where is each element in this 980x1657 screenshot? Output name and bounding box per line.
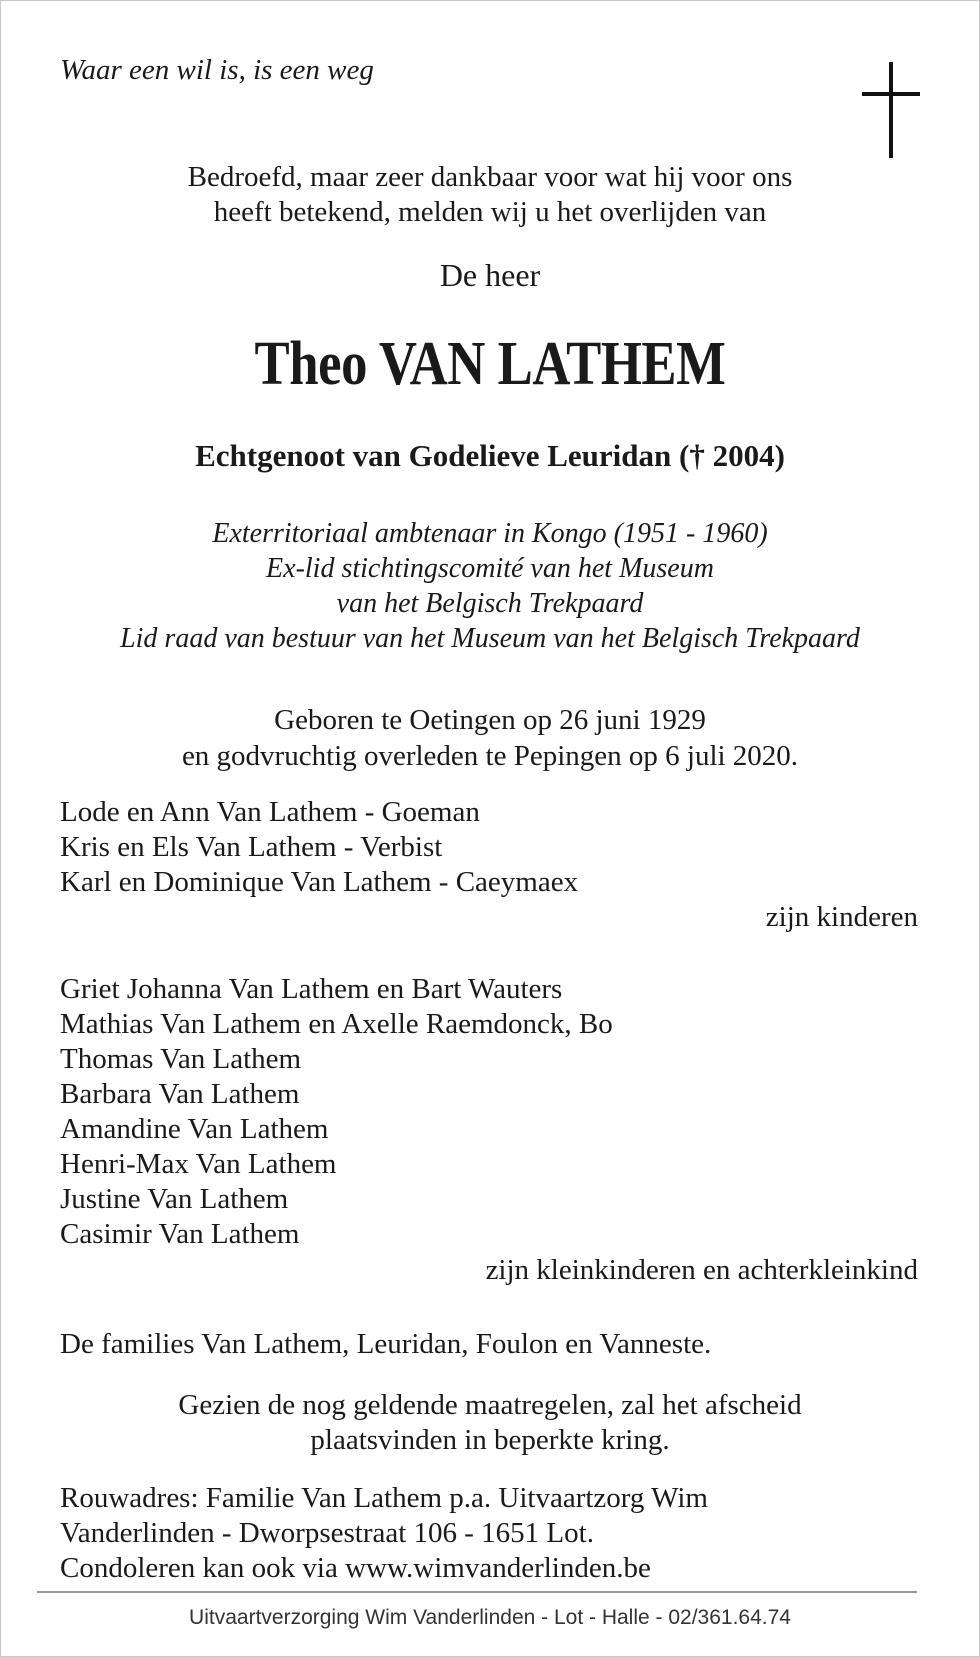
- birth-line: Geboren te Oetingen op 26 juni 1929: [274, 704, 706, 736]
- list-item: Lode en Ann Van Lathem - Goeman: [60, 796, 480, 828]
- list-item: Griet Johanna Van Lathem en Bart Wauters: [60, 973, 563, 1005]
- measures-line: Gezien de nog geldende maatregelen, zal het afscheid: [178, 1389, 802, 1421]
- list-item: Thomas Van Lathem: [60, 1043, 302, 1075]
- intro-line: Bedroefd, maar zeer dankbaar voor wat hij voor ons: [187, 161, 793, 193]
- spouse-line: Echtgenoot van Godelieve Leuridan († 2004): [195, 438, 785, 473]
- function-line: Lid raad van bestuur van het Museum van het Belgisch Trekpaard: [120, 623, 860, 654]
- children-list: [60, 795, 578, 900]
- address-line: Rouwadres: Familie Van Lathem p.a. Uitvaartzorg Wim: [60, 1482, 708, 1514]
- intro-line: heeft betekend, melden wij u het overlijden van: [213, 196, 767, 228]
- list-item: Amandine Van Lathem: [60, 1113, 329, 1145]
- death-line: en godvruchtig overleden te Pepingen op 6 juli 2020.: [181, 740, 799, 772]
- address-line: Vanderlinden - Dworpsestraat 106 - 1651 Lot.: [60, 1517, 594, 1549]
- families-line: De families Van Lathem, Leuridan, Foulon en Vanneste.: [60, 1328, 712, 1360]
- list-item: Barbara Van Lathem: [60, 1078, 300, 1110]
- function-line: Ex-lid stichtingscomité van het Museum: [266, 553, 714, 584]
- cross-icon: [862, 62, 922, 162]
- grandchildren-list: [60, 972, 613, 1252]
- deceased-name: Theo VAN LATHEM: [254, 330, 726, 398]
- measures-text: [0, 1388, 980, 1458]
- function-line: van het Belgisch Trekpaard: [336, 588, 644, 619]
- list-item: Justine Van Lathem: [60, 1183, 289, 1215]
- list-item: Karl en Dominique Van Lathem - Caeymaex: [60, 866, 579, 898]
- list-item: Casimir Van Lathem: [60, 1218, 300, 1250]
- list-item: Kris en Els Van Lathem - Verbist: [60, 831, 443, 863]
- list-item: Mathias Van Lathem en Axelle Raemdonck, Bo: [60, 1008, 613, 1040]
- motto: Waar een wil is, is een weg: [60, 54, 374, 86]
- children-label: zijn kinderen: [765, 901, 918, 933]
- grandchildren-label: zijn kleinkinderen en achterkleinkind: [485, 1254, 918, 1286]
- measures-line: plaatsvinden in beperkte kring.: [310, 1424, 670, 1456]
- birth-death-text: [0, 702, 980, 774]
- intro-text: [0, 160, 980, 230]
- functions-list: [0, 516, 980, 656]
- condolence-line: Condoleren kan ook via www.wimvanderlinden.be: [60, 1552, 651, 1584]
- function-line: Exterritoriaal ambtenaar in Kongo (1951 - 1960): [212, 518, 768, 549]
- title-prefix: De heer: [439, 257, 541, 293]
- list-item: Henri-Max Van Lathem: [60, 1148, 337, 1180]
- footer-text: Uitvaartverzorging Wim Vanderlinden - Lot - Halle - 02/361.64.74: [189, 1606, 791, 1629]
- footer-divider: [37, 1591, 917, 1593]
- address-block: [60, 1481, 708, 1586]
